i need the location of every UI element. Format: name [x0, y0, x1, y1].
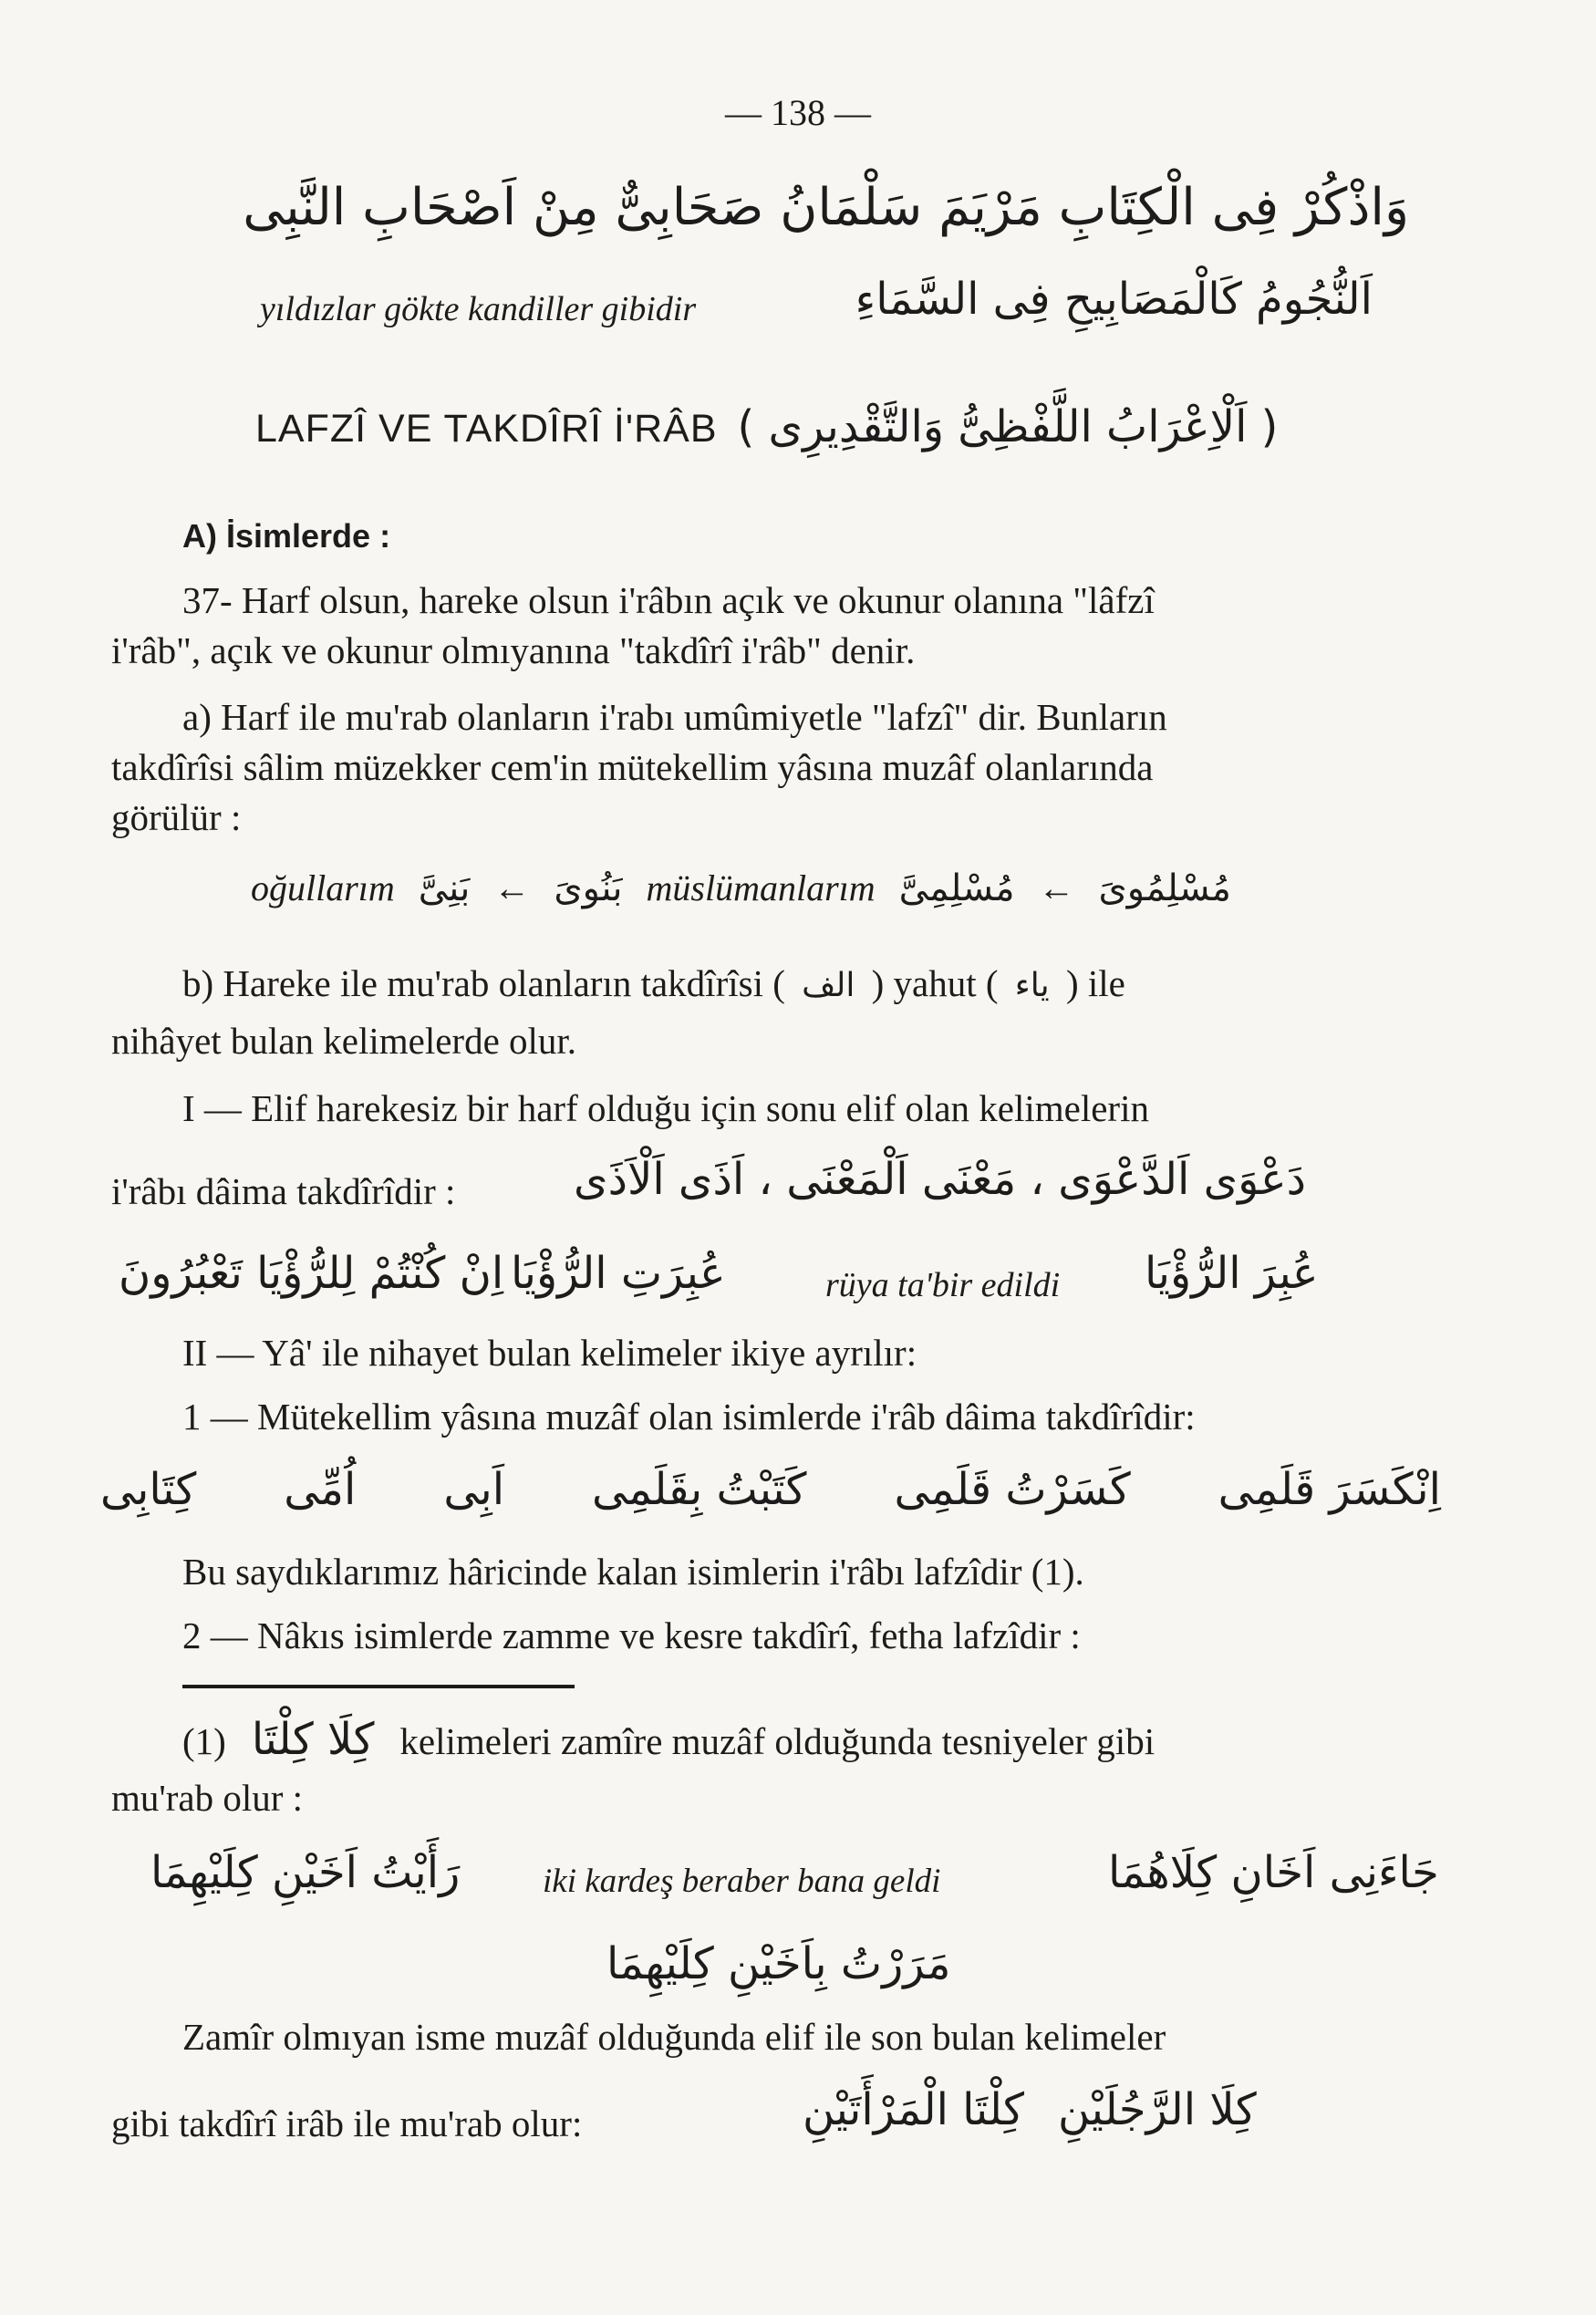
- footnote-line4-arabic-2: كِلَا الرَّجُلَيْنِ: [1058, 2084, 1257, 2135]
- footnote-line1-text: kelimeleri zamîre muzâf olduğunda tesniyeler gibi: [399, 1720, 1156, 1762]
- paragraph-b-text-1: b) Hareke ile mu'rab olanların takdîrîsi (: [182, 962, 785, 1004]
- paragraph-I-line3-arabic-1: اِنْ كُنْتُمْ لِلرُّؤْيَا تَعْبُرُونَ: [119, 1248, 504, 1299]
- footnote-example-3-arabic: مَرَرْتُ بِاَخَيْنِ كِلَيْهِمَا: [606, 1938, 951, 1989]
- paragraph-b-line1: [182, 962, 1125, 1005]
- footnote-line2: mu'rab olur :: [111, 1777, 304, 1819]
- example-a-arabic-2: بَنُوىَ: [554, 867, 623, 909]
- paragraph-b-ya: ياء: [1014, 967, 1050, 1004]
- paragraph-II-examples: [100, 1464, 1441, 1515]
- paragraph-b-alif: الف: [802, 967, 855, 1004]
- footnote-marker: (1): [182, 1720, 226, 1762]
- example-II-6: كِتَابِى: [100, 1464, 197, 1515]
- paragraph-I-line2-arabic: دَعْوَى اَلدَّعْوَى ، مَعْنَى اَلْمَعْنَى ، اَذَى اَلْاَذَى: [574, 1154, 1306, 1205]
- example-a-arabic-1: بَنِىَّ: [418, 867, 471, 909]
- example-a-translation-1: oğullarım: [251, 867, 395, 908]
- paragraph-II-line1: II — Yâ' ile nihayet bulan kelimeler ikiye ayrılır:: [182, 1332, 917, 1374]
- footnote-example-translation: iki kardeş beraber bana geldi: [543, 1863, 941, 1900]
- example-II-4: اَبِى: [443, 1464, 505, 1515]
- paragraph-II-sub2: 2 — Nâkıs isimlerde zamme ve kesre takdîrî, fetha lafzîdir :: [182, 1614, 1081, 1656]
- footnote-example-2-arabic: جَاءَنِى اَخَانِ كِلَاهُمَا: [1108, 1847, 1439, 1898]
- section-title-row: [255, 401, 1278, 452]
- header-arabic-line: وَاذْكُرْ فِى الْكِتَابِ مَرْيَمَ سَلْمَانُ صَحَابِىٌّ مِنْ اَصْحَابِ النَّبِى: [243, 178, 1409, 237]
- paragraph-I-line1: I — Elif harekesiz bir harf olduğu için sonu elif olan kelimelerin: [182, 1087, 1149, 1129]
- example-arabic: اَلنُّجُومُ كَالْمَصَابِيحِ فِى السَّمَاءِ: [855, 274, 1373, 325]
- paragraph-a-line3: görülür :: [111, 796, 242, 838]
- paragraph-b-text-2: ) yahut (: [871, 962, 999, 1004]
- paragraph-37-line1: [182, 579, 1432, 622]
- paragraph-II-after: Bu saydıklarımız hâricinde kalan isimlerin i'râbı lafzîdir (1).: [182, 1551, 1084, 1593]
- paragraph-I-line3-text: rüya ta'bir edildi: [825, 1266, 1061, 1304]
- footnote-line1: [182, 1715, 1155, 1765]
- arrow-left-icon: ←: [1038, 867, 1075, 908]
- paragraph-37-line2: i'râb", açık ve okunur olmıyanına "takdîrî i'râb" denir.: [111, 629, 916, 671]
- paragraph-I-line2-text: i'râbı dâima takdîrîdir :: [111, 1170, 456, 1212]
- example-a-arabic-3: مُسْلِمِىَّ: [898, 867, 1015, 909]
- paragraph-37-text: 37- Harf olsun, hareke olsun i'râbın açık ve okunur olanına "lâfzî: [182, 579, 1155, 621]
- paragraph-II-sub1: 1 — Mütekellim yâsına muzâf olan isimlerde i'râb dâima takdîrîdir:: [182, 1396, 1196, 1438]
- paragraph-a-line2: takdîrîsi sâlim müzekker cem'in mütekellim yâsına muzâf olanlarında: [111, 746, 1154, 788]
- paragraph-a-line1: a) Harf ile mu'rab olanların i'rabı umûmiyetle "lafzî" dir. Bunların: [182, 696, 1167, 738]
- example-II-5: اُمِّى: [284, 1464, 357, 1515]
- paragraph-I-line3-arabic-3: عُبِرَ الرُّؤْيَا: [1145, 1248, 1319, 1299]
- section-title: LAFZÎ VE TAKDÎRÎ İ'RÂB: [255, 407, 718, 451]
- example-a-arabic-4: مُسْلِمُوىَ: [1098, 867, 1231, 909]
- footnote-example-1-arabic: رَأَيْتُ اَخَيْنِ كِلَيْهِمَا: [150, 1847, 461, 1898]
- paragraph-b-line2: nihâyet bulan kelimelerde olur.: [111, 1020, 577, 1062]
- footnote-divider: [182, 1685, 575, 1688]
- example-row-a: [251, 867, 1231, 909]
- example-II-2: كَسَرْتُ قَلَمِى: [894, 1464, 1131, 1515]
- example-a-translation-2: müslümanlarım: [646, 867, 876, 908]
- footnote-arabic-words: كِلَا كِلْتَا: [251, 1714, 375, 1765]
- paragraph-b-text-3: ) ile: [1065, 962, 1125, 1004]
- paragraph-I-line3-arabic-2: عُبِرَتِ الرُّؤْيَا: [511, 1248, 726, 1299]
- footnote-line4-text: gibi takdîrî irâb ile mu'rab olur:: [111, 2102, 583, 2144]
- page-number: — 138 —: [725, 92, 871, 133]
- section-title-arabic: ( اَلْاِعْرَابُ اللَّفْظِىُّ وَالتَّقْدِيرِى ): [737, 401, 1279, 452]
- arrow-left-icon: ←: [493, 867, 531, 908]
- example-II-3: كَتَبْتُ بِقَلَمِى: [592, 1464, 807, 1515]
- example-translation: yıldızlar gökte kandiller gibidir: [260, 290, 697, 328]
- subheading: A) İsimlerde :: [182, 517, 391, 555]
- example-II-1: اِنْكَسَرَ قَلَمِى: [1218, 1464, 1441, 1515]
- footnote-line4-arabic-1: كِلْتَا الْمَرْأَتَيْنِ: [803, 2084, 1025, 2135]
- footnote-line3: Zamîr olmıyan isme muzâf olduğunda elif ile son bulan kelimeler: [182, 2016, 1166, 2058]
